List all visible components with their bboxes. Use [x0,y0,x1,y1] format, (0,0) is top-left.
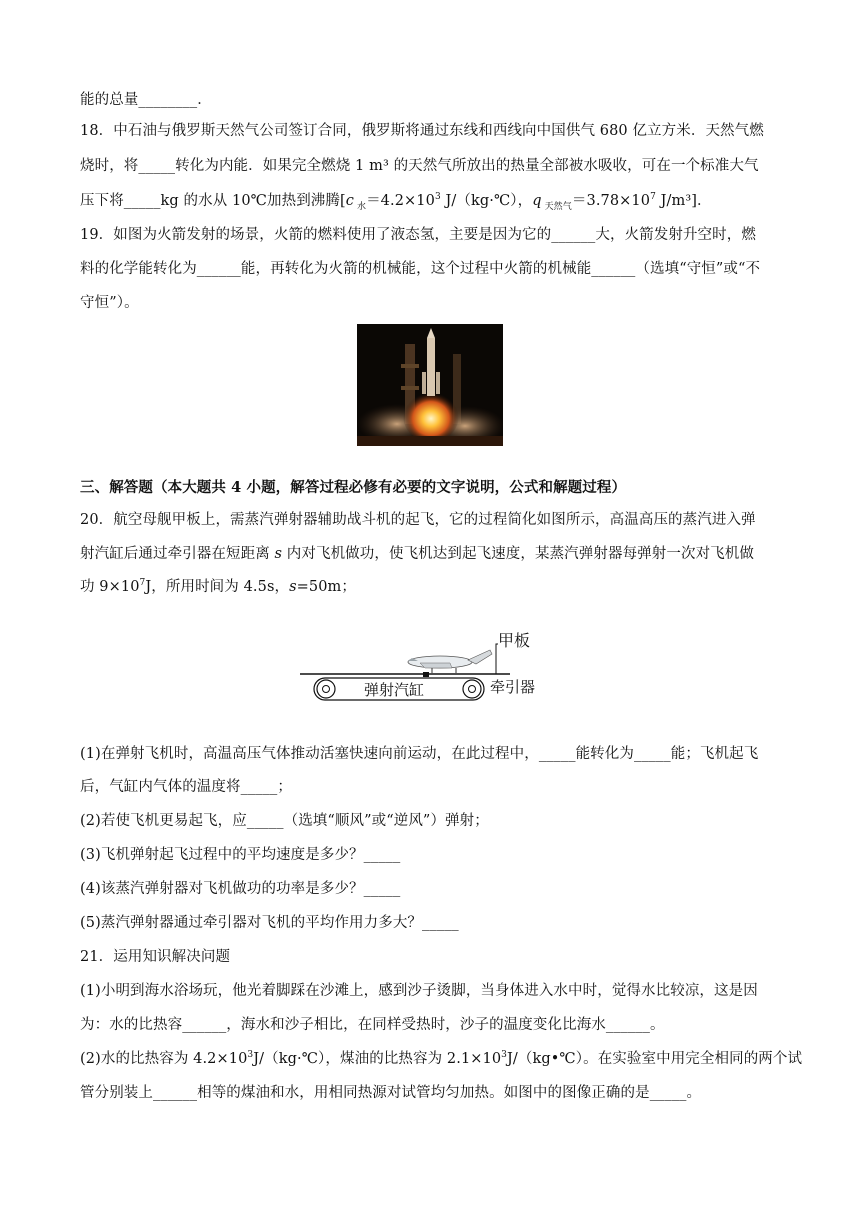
q21-sub2-line-2: 管分别装上______相等的煤油和水，用相同热源对试管均匀加热。如图中的图像正确的是_____。 [80,1085,702,1101]
q17-text-end: 能的总量________． [80,92,212,108]
q19-line-2: 料的化学能转化为______能，再转化为火箭的机械能，这个过程中火箭的机械能______（选填“守恒”或“不 [80,261,761,277]
q19-line-1: 19．如图为火箭发射的场景，火箭的燃料使用了液态氢，主要是因为它的______大，火箭发射升空时，燃 [80,227,756,243]
q20-sub3: (3)飞机弹射起飞过程中的平均速度是多少？_____ [80,847,401,863]
q20-sub2: (2)若使飞机更易起飞，应_____（选填“顺风”或“逆风”）弹射； [80,813,489,829]
q18-line-2: 烧时，将_____转化为内能．如果完全燃烧 1 m³ 的天然气所放出的热量全部被水吸收，可在一个标准大气 [80,158,759,174]
q20-sub1-line-1: (1)在弹射飞机时，高温高压气体推动活塞快速向前运动，在此过程中，_____能转化为_____能；飞机起飞 [80,746,759,762]
q18-line-1: 18．中石油与俄罗斯天然气公司签订合同，俄罗斯将通过东线和西线向中国供气 680 亿立方米．天然气燃 [80,123,764,139]
q20-sub1-line-2: 后，气缸内气体的温度将_____； [80,779,292,795]
q19-line-3: 守恒”）。 [80,295,139,311]
q20-line-1: 20．航空母舰甲板上，需蒸汽弹射器辅助战斗机的起飞，它的过程简化如图所示，高温高压的蒸汽进入弹 [80,512,756,528]
tractor-block [423,672,429,677]
cylinder-label: 弹射汽缸 [364,682,425,699]
airplane-icon [408,650,492,673]
q20-line-3: 功 $9\times 10^7J$，所用时间为 4.5s，s=50m； [80,578,357,595]
q21-title: 21．运用知识解决问题 [80,949,231,965]
tractor-label: 牵引器 [490,679,536,696]
section-3-heading: 三、解答题（本大题共 4 小题，解答过程必修有必要的文字说明，公式和解题过程） [80,479,627,496]
q21-sub1-line-1: (1)小明到海水浴场玩，他光着脚踩在沙滩上，感到沙子烫脚，当身体进入水中时，觉得水比较凉，这是因 [80,983,758,999]
q20-sub4: (4)该蒸汽弹射器对飞机做功的功率是多少？_____ [80,881,401,897]
rocket-launch-photo [357,324,503,446]
q20-sub5: (5)蒸汽弹射器通过牵引器对飞机的平均作用力多大？_____ [80,915,459,931]
roller-right [463,680,481,698]
q21-sub1-line-2: 为：水的比热容______，海水和沙子相比，在同样受热时，沙子的温度变化比海水______。 [80,1017,665,1033]
q21-sub2-line-1: (2)水的比热容为 $4.2\times 10^3J/(kg\cdot℃)$，煤油的比热容为 $2.1\times 10^3J/(kg•℃)$。在实验室中用完全相同的两个试 [80,1050,803,1067]
deck-label: 甲板 [498,633,531,650]
q20-line-2: 射汽缸后通过牵引器在短距离 s 内对飞机做功，使飞机达到起飞速度，某蒸汽弹射器每弹射一次对飞机做 [80,546,754,562]
q18-line-3: 压下将_____kg 的水从 10℃加热到沸腾[c $_水=4.2\times 10^3$ J/（kg·℃），q $_{天然气}=3.78\times 10^7$ J/m³]． [80,192,712,212]
catapult-diagram [300,622,550,702]
catapult-diagram-svg [300,622,550,702]
roller-left [317,680,335,698]
